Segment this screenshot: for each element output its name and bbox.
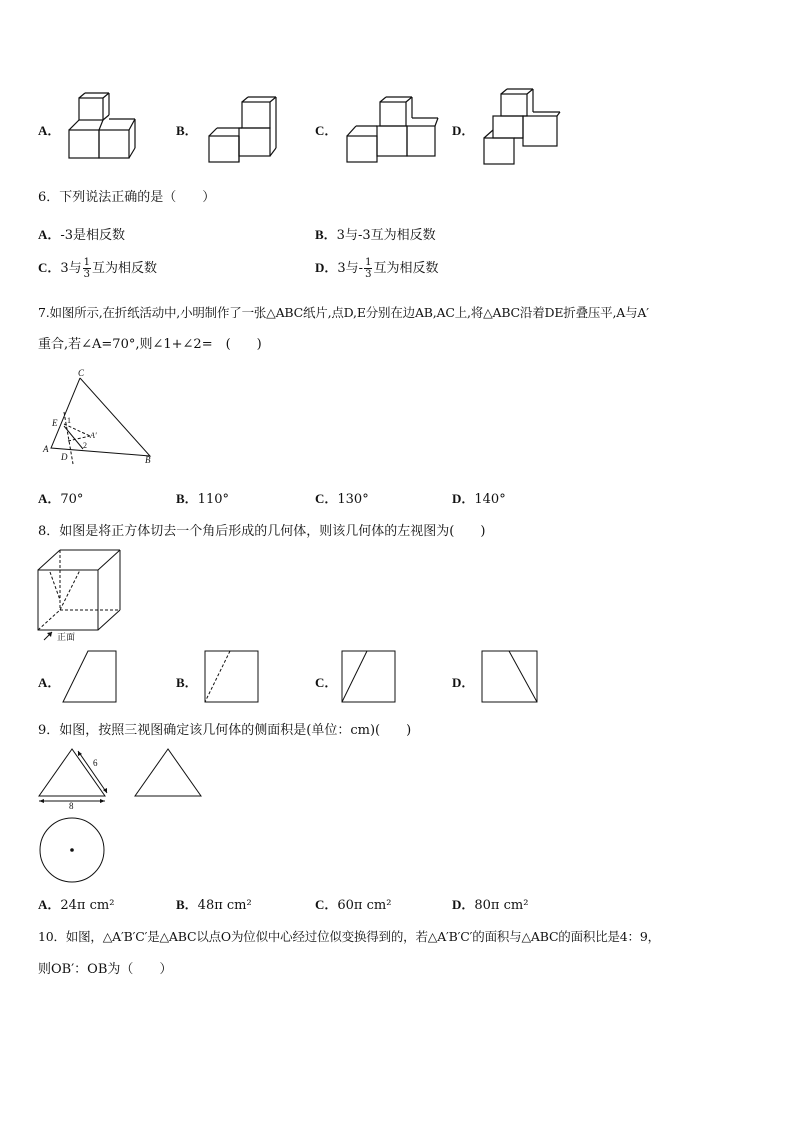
label-angle-2: 2	[83, 441, 87, 450]
q9-side-view	[134, 748, 204, 800]
q8-cut-cube-figure	[36, 548, 126, 642]
q5-option-d-figure	[481, 88, 563, 166]
q6-option-d[interactable]: D．3与- $\frac{1}{3}$ 互为相反数	[315, 257, 439, 280]
q10-stem-line1: 10．如图，△A′B′C′是△ABC以点O为位似中心经过位似变换得到的，若△A′B′C′的面积与△ABC的面积比是4：9，	[38, 929, 660, 944]
q10-stem-line2: 则OB′：OB为（ ）	[38, 962, 173, 977]
q5-option-c-label[interactable]: C．	[315, 123, 338, 138]
q9-option-d[interactable]: D．80π cm²	[452, 897, 529, 913]
q9-option-c[interactable]: C．60π cm²	[315, 897, 392, 913]
q5-option-c-figure	[344, 96, 440, 164]
q8-option-a-figure	[62, 650, 118, 704]
q7-triangle-figure	[38, 366, 158, 466]
q8-option-b-label[interactable]: B．	[176, 675, 198, 690]
q7-option-c[interactable]: C．130°	[315, 491, 369, 507]
q7-option-d[interactable]: D．140°	[452, 491, 506, 507]
q9-stem: 9．如图，按照三视图确定该几何体的侧面积是(单位：cm)( )	[38, 723, 412, 738]
fraction: $\frac{1}{3}$	[365, 257, 372, 280]
label-angle-1: 1	[67, 416, 71, 425]
q8-option-c-label[interactable]: C．	[315, 675, 338, 690]
q9-option-b[interactable]: B．48π cm²	[176, 897, 252, 913]
q7-option-a[interactable]: A．70°	[38, 491, 84, 507]
q9-top-view	[38, 817, 108, 883]
q8-option-b-figure	[204, 650, 260, 704]
q6-option-a[interactable]: A．-3是相反数	[38, 227, 126, 243]
fraction: $\frac{1}{3}$	[83, 257, 91, 280]
q8-option-d-figure	[481, 650, 539, 704]
q8-stem: 8．如图是将正方体切去一个角后形成的几何体，则该几何体的左视图为( )	[38, 524, 486, 539]
q9-front-view	[38, 748, 110, 810]
q5-option-a-label[interactable]: A．	[38, 123, 61, 138]
label-c: C	[78, 368, 85, 378]
q7-stem-line1: 7.如图所示,在折纸活动中,小明制作了一张△ABC纸片,点D,E分别在边AB,AC上,将△ABC沿着DE折叠压平,A与A′	[38, 305, 649, 320]
q8-option-d-label[interactable]: D．	[452, 675, 475, 690]
dim-side-label: 6	[93, 758, 98, 768]
q6-stem: 6．下列说法正确的是（ ）	[38, 190, 216, 205]
label-a: A	[43, 444, 49, 454]
label-b: B	[145, 455, 151, 465]
q5-option-b-label[interactable]: B．	[176, 123, 198, 138]
label-a-prime: A′	[90, 431, 97, 440]
q6-option-c[interactable]: C．3与 $\frac{1}{3}$ 互为相反数	[38, 257, 158, 280]
label-d: D	[61, 452, 68, 462]
q9-option-a[interactable]: A．24π cm²	[38, 897, 115, 913]
q5-option-b-figure	[206, 96, 278, 164]
label-e: E	[52, 418, 58, 428]
q8-option-c-figure	[341, 650, 397, 704]
q8-front-label: 正面	[57, 633, 76, 643]
q7-stem-line2: 重合,若∠A=70°,则∠1+∠2= ( )	[38, 337, 262, 352]
q8-option-a-label[interactable]: A．	[38, 675, 61, 690]
q5-option-a-figure	[66, 92, 138, 160]
q6-option-b[interactable]: B．3与-3互为相反数	[315, 227, 436, 243]
q5-option-d-label[interactable]: D．	[452, 123, 475, 138]
q7-option-b[interactable]: B．110°	[176, 491, 229, 507]
dim-base-label: 8	[69, 801, 74, 811]
